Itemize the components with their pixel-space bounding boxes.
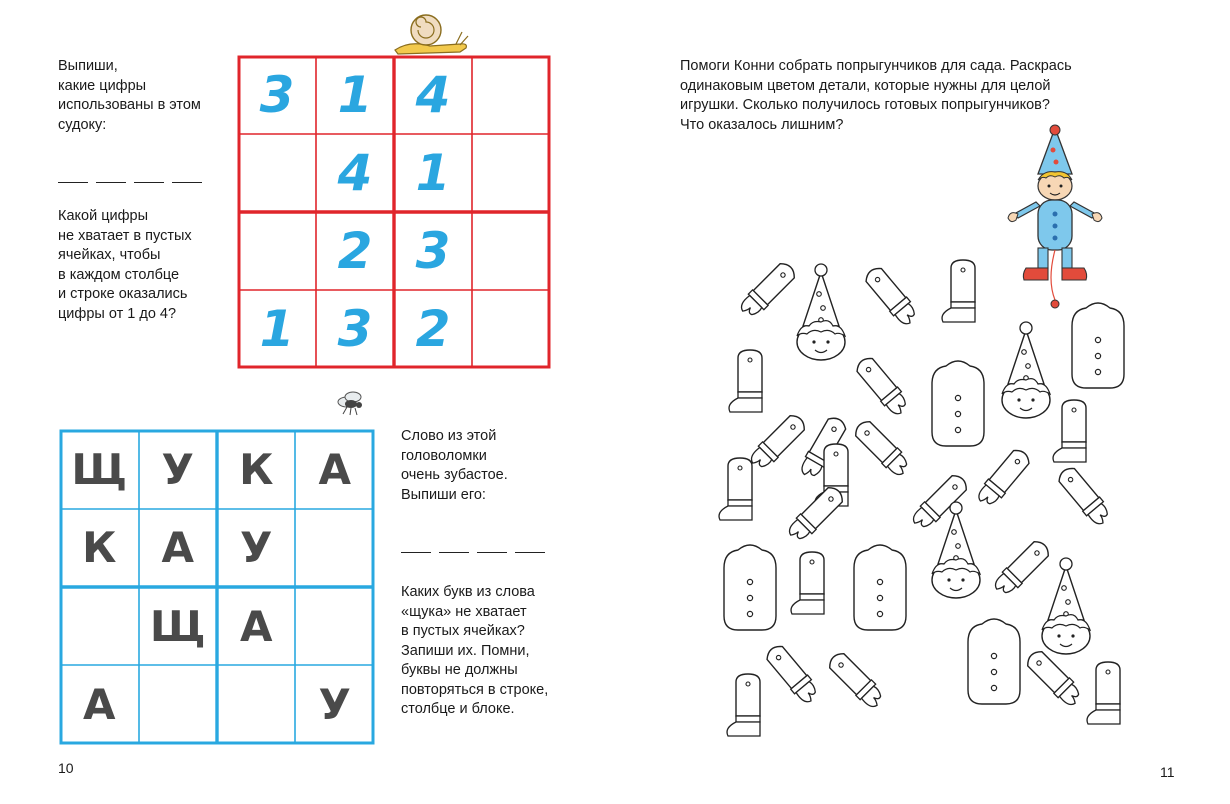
right-task-text: Помоги Конни собрать попрыгунчиков для сада. Раскрась одинаковым цветом детали, которые нужны для целой игрушки. Сколько получилось готовых попрыгунчиков? Что оказалось лишним? [680,58,1072,133]
sudoku-letter: Щ [71,444,128,494]
number-cell[interactable] [238,134,316,212]
answer-blank[interactable] [477,552,507,553]
sudoku-letter: А [239,601,273,651]
number-cell[interactable] [472,290,550,368]
letter-cell[interactable] [60,509,139,588]
answer-blank[interactable] [172,182,202,183]
missing-letters-task-text: Каких букв из слова «щука» не хватает в пустых ячейках? Запиши их. Помни, буквы не должны повторяться в строке, столбце и блоке. [401,584,549,717]
sudoku-digit: 3 [337,300,373,358]
page-number-right: 11 [1160,764,1175,780]
letter-cell[interactable] [296,587,375,666]
sudoku-digit: 4 [337,144,373,202]
letter-cell[interactable] [139,587,218,666]
sudoku-letter: У [318,680,351,730]
number-cell[interactable] [472,134,550,212]
sudoku-digit: 3 [415,222,451,280]
letter-cell[interactable] [60,587,139,666]
word-task-text: Слово из этой головоломки очень зубастое. Выпиши его: [401,428,508,503]
letter-cell[interactable] [296,430,375,509]
sudoku-digit: 1 [415,144,451,202]
answer-blank[interactable] [96,182,126,183]
fly-icon [333,388,365,416]
number-cell[interactable] [394,56,472,134]
letter-cell[interactable] [296,509,375,588]
digits-answer-blanks[interactable] [58,182,202,183]
sudoku-digit: 2 [415,300,451,358]
number-cell[interactable] [316,56,394,134]
sudoku-digit: 3 [259,66,295,124]
sudoku-task-text: Выпиши, какие цифры использованы в этом судоку: [58,58,201,133]
letter-cell[interactable] [60,430,139,509]
sudoku-digit: 4 [415,66,451,124]
number-cell[interactable] [316,134,394,212]
number-cell[interactable] [238,212,316,290]
letter-cell[interactable] [139,430,218,509]
sudoku-letter: А [318,444,351,494]
sudoku-letter: А [82,680,116,730]
sudoku-letter: К [82,523,117,573]
letter-cell[interactable] [217,509,296,588]
number-cell[interactable] [238,290,316,368]
sudoku-letter: Щ [149,601,206,651]
sudoku-letter: У [240,523,273,573]
letter-sudoku-grid [60,430,374,744]
letter-cell[interactable] [217,430,296,509]
sudoku-digit: 2 [337,222,373,280]
answer-blank[interactable] [401,552,431,553]
number-sudoku-grid [238,56,550,368]
word-answer-blanks[interactable] [401,552,545,553]
toy-pieces-illustration [718,256,1138,736]
sudoku-letter: К [239,444,274,494]
number-cell[interactable] [472,56,550,134]
number-cell[interactable] [316,290,394,368]
sudoku-digit: 1 [259,300,295,358]
sudoku-letter: А [161,523,194,573]
answer-blank[interactable] [58,182,88,183]
page-number-left: 10 [58,760,74,776]
number-cell[interactable] [394,290,472,368]
letter-cell[interactable] [60,666,139,745]
letter-cell[interactable] [217,666,296,745]
letter-cell[interactable] [139,666,218,745]
answer-blank[interactable] [439,552,469,553]
sudoku-letter: У [161,444,194,494]
number-cell[interactable] [472,212,550,290]
number-cell[interactable] [316,212,394,290]
letter-cell[interactable] [296,666,375,745]
number-cell[interactable] [394,212,472,290]
letter-cell[interactable] [217,587,296,666]
answer-blank[interactable] [134,182,164,183]
missing-digit-task-text: Какой цифры не хватает в пустых ячейках, чтобы в каждом столбце и строке оказались цифры от 1 до 4? [58,208,192,322]
sudoku-digit: 1 [337,66,373,124]
number-cell[interactable] [238,56,316,134]
answer-blank[interactable] [515,552,545,553]
snail-icon [390,10,470,54]
letter-cell[interactable] [139,509,218,588]
number-cell[interactable] [394,134,472,212]
